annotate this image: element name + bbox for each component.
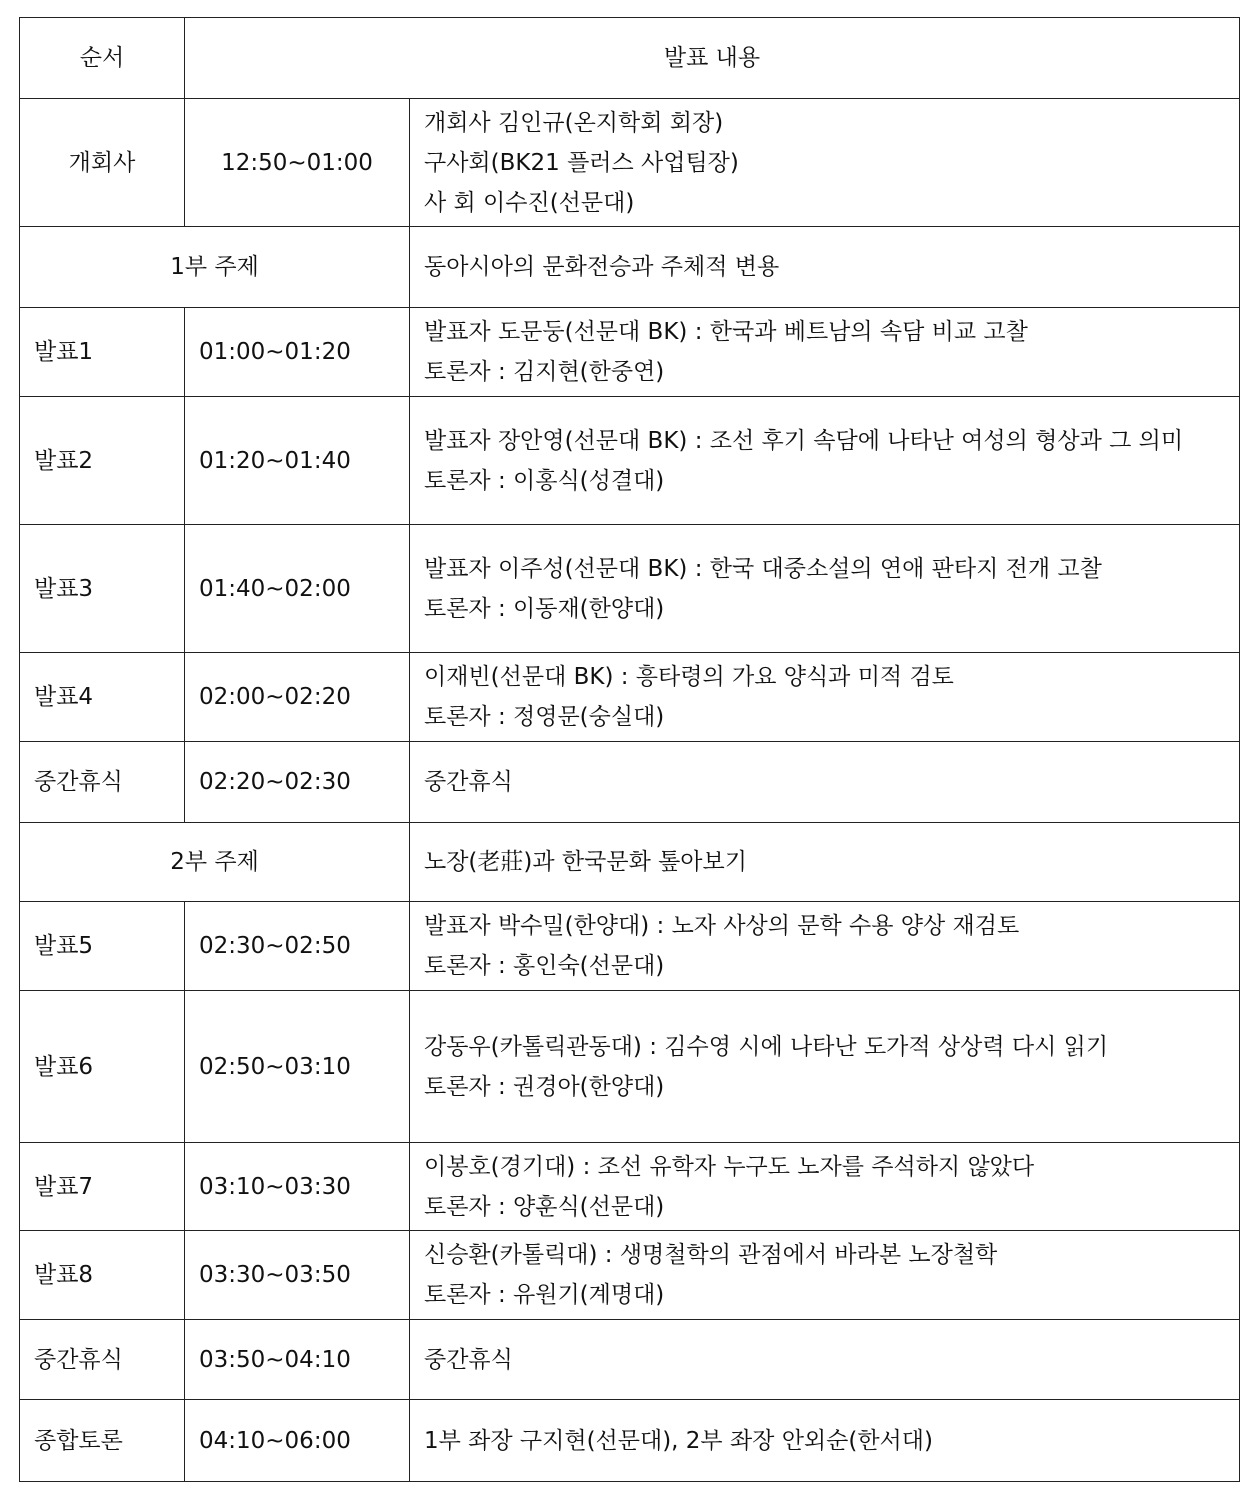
table-row — [20, 1320, 1240, 1400]
opening-label: 개회사 — [20, 99, 185, 227]
table-row — [20, 1400, 1240, 1482]
discussant-line: 토론자 : 양훈식(선문대) — [424, 1193, 665, 1220]
discussant-line: 토론자 : 권경아(한양대) — [424, 1073, 665, 1100]
chair-line: 1부 좌장 구지현(선문대), 2부 좌장 안외순(한서대) — [424, 1427, 933, 1454]
session-time: 02:00~02:20 — [185, 653, 410, 742]
header-order: 순서 — [20, 18, 185, 99]
presenter-line: 발표자 박수밀(한양대) : 노자 사상의 문학 수용 양상 재검토 — [424, 913, 1020, 939]
discussant-line: 토론자 : 정영문(숭실대) — [424, 704, 665, 730]
opening-line: 사 회 이수진(선문대) — [424, 189, 635, 216]
opening-line: 개회사 김인규(온지학회 회장) — [424, 109, 724, 136]
session-time: 03:50~04:10 — [185, 1320, 410, 1400]
session-content — [410, 902, 1240, 991]
presenter-line: 강동우(카톨릭관동대) : 김수영 시에 나타난 도가적 상상력 다시 읽기 — [424, 1033, 1109, 1060]
opening-content — [410, 99, 1240, 227]
part2-row — [20, 823, 1240, 902]
header-row — [20, 18, 1240, 99]
presenter-line: 이봉호(경기대) : 조선 유학자 누구도 노자를 주석하지 않았다 — [424, 1153, 1035, 1180]
session-content — [410, 742, 1240, 823]
session-label: 발표3 — [20, 525, 185, 653]
discussant-line: 토론자 : 이홍식(성결대) — [424, 467, 665, 494]
part2-title: 노장(老莊)과 한국문화 톺아보기 — [410, 823, 1240, 902]
discussant-line: 토론자 : 김지현(한중연) — [424, 359, 665, 385]
presenter-line: 이재빈(선문대 BK) : 흥타령의 가요 양식과 미적 검토 — [424, 664, 954, 690]
presenter-line: 발표자 도문둥(선문대 BK) : 한국과 베트남의 속담 비교 고찰 — [424, 319, 1028, 345]
session-content — [410, 525, 1240, 653]
table-row — [20, 902, 1240, 991]
session-label: 중간휴식 — [20, 1320, 185, 1400]
discussant-line: 토론자 : 유원기(계명대) — [424, 1282, 665, 1308]
opening-time: 12:50~01:00 — [185, 99, 410, 227]
program-table — [19, 17, 1240, 1482]
session-label: 발표4 — [20, 653, 185, 742]
session-content — [410, 1320, 1240, 1400]
session-time: 01:40~02:00 — [185, 525, 410, 653]
session-content — [410, 1231, 1240, 1320]
table-row — [20, 1143, 1240, 1231]
session-time: 03:30~03:50 — [185, 1231, 410, 1320]
presenter-line: 발표자 장안영(선문대 BK) : 조선 후기 속담에 나타난 여성의 형상과 그 의미 — [424, 427, 1184, 454]
table-row — [20, 525, 1240, 653]
session-content — [410, 1143, 1240, 1231]
opening-line: 구사회(BK21 플러스 사업팀장) — [424, 149, 739, 176]
break-line: 중간휴식 — [424, 769, 513, 795]
session-content — [410, 308, 1240, 397]
session-time: 01:20~01:40 — [185, 397, 410, 525]
presenter-line: 신승환(카톨릭대) : 생명철학의 관점에서 바라본 노장철학 — [424, 1242, 998, 1268]
session-label: 발표7 — [20, 1143, 185, 1231]
table-row — [20, 1231, 1240, 1320]
header-content: 발표 내용 — [185, 18, 1240, 99]
session-content — [410, 1400, 1240, 1482]
session-time: 02:20~02:30 — [185, 742, 410, 823]
table-row — [20, 397, 1240, 525]
session-label: 발표8 — [20, 1231, 185, 1320]
table-row — [20, 742, 1240, 823]
session-time: 02:30~02:50 — [185, 902, 410, 991]
session-time: 01:00~01:20 — [185, 308, 410, 397]
part1-row — [20, 227, 1240, 308]
session-time: 03:10~03:30 — [185, 1143, 410, 1231]
session-time: 04:10~06:00 — [185, 1400, 410, 1482]
table-row — [20, 308, 1240, 397]
session-label: 발표1 — [20, 308, 185, 397]
presenter-line: 발표자 이주성(선문대 BK) : 한국 대중소설의 연애 판타지 전개 고찰 — [424, 555, 1102, 582]
discussant-line: 토론자 : 이동재(한양대) — [424, 595, 665, 622]
discussant-line: 토론자 : 홍인숙(선문대) — [424, 953, 665, 979]
table-row — [20, 991, 1240, 1143]
session-label: 발표2 — [20, 397, 185, 525]
session-label: 중간휴식 — [20, 742, 185, 823]
session-content — [410, 653, 1240, 742]
opening-row — [20, 99, 1240, 227]
session-label: 종합토론 — [20, 1400, 185, 1482]
part1-label: 1부 주제 — [20, 227, 410, 308]
break-line: 중간휴식 — [424, 1346, 513, 1373]
session-label: 발표6 — [20, 991, 185, 1143]
session-label: 발표5 — [20, 902, 185, 991]
table-row — [20, 653, 1240, 742]
session-content — [410, 397, 1240, 525]
part2-label: 2부 주제 — [20, 823, 410, 902]
session-content — [410, 991, 1240, 1143]
session-time: 02:50~03:10 — [185, 991, 410, 1143]
part1-title: 동아시아의 문화전승과 주체적 변용 — [410, 227, 1240, 308]
